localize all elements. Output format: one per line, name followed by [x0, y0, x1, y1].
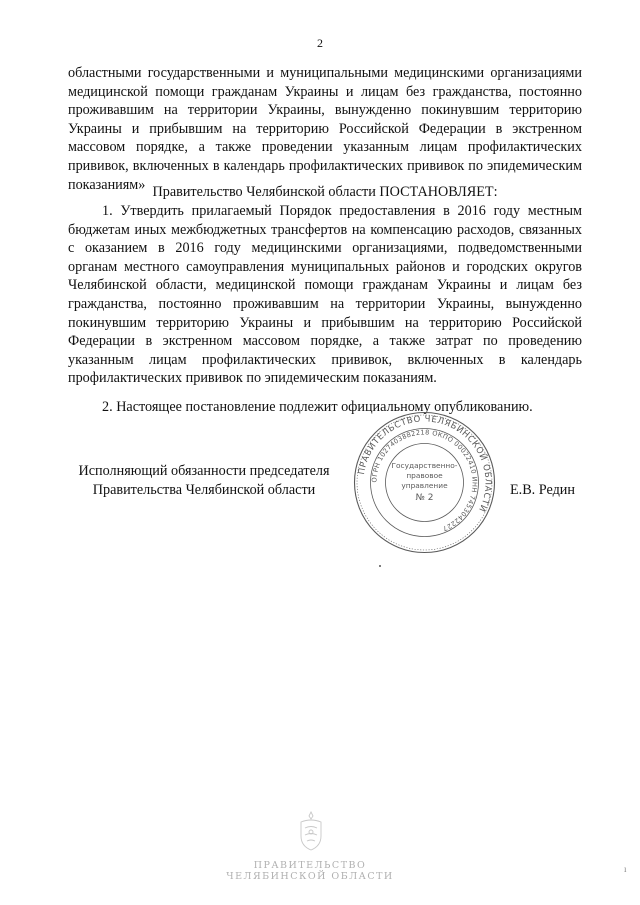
signatory-title [64, 462, 344, 499]
footer-watermark-text [0, 860, 620, 882]
stamp-inner-codes: ОГРН 1027403882218 ОКПО 00022410 ИНН 7453042227 [370, 428, 479, 533]
signatory-title-line-2: Правительства Челябинской области [92, 481, 316, 498]
footer-line-1: ПРАВИТЕЛЬСТВО [253, 860, 367, 871]
decree-item-1-text: 1. Утвердить прилагаемый Порядок предоставления в 2016 году местным бюджетам иных межбюджетных трансфертов на компенсацию расходов, связанных с оказанием в 2016 году медицинскими организациями, подведомственными органам местного самоуправления муниципальных районов и городских округов Челябинской области, медицинской помощи гражданам Украины и лицам без гражданства, постоянно проживавшим на территории Украины, вынужденно покинувшим территорию Украины и прибывшим на территорию Российской Федерации в экстренном массовом порядке, а также затрат по проведению указанным лицам профилактических прививок, включенных в календарь профилактических прививок по эпидемическим показаниям. [68, 203, 582, 387]
decree-item-2-text: 2. Настоящее постановление подлежит официальному опубликованию. [102, 399, 533, 415]
stamp-center-line-1: Государственно- [391, 461, 458, 470]
stamp-center-line-3: управление [401, 481, 448, 490]
stray-mark [379, 565, 381, 567]
stamp-center-line-4: № 2 [415, 493, 434, 503]
decree-item-1 [68, 202, 582, 388]
stamp-center-line-2: правовое [406, 471, 443, 480]
intro-text: областными государственными и муниципальными медицинскими организациями медицинской помощи гражданам Украины и лицам без гражданства, постоянно проживавшим на территории Украины, вынужденно покинувшим территорию Украины и прибывшим на территорию Российской Федерации в экстренном массовом порядке, а также проведении указанным лицам профилактических прививок, включенных в календарь профилактических прививок по эпидемическим показаниям» [68, 65, 582, 193]
signatory-name: Е.В. Редин [510, 482, 575, 498]
edge-mark: ı [624, 864, 627, 874]
stamp-outer-text: ПРАВИТЕЛЬСТВО ЧЕЛЯБИНСКОЙ ОБЛАСТИ [356, 414, 493, 514]
intro-paragraph [68, 64, 582, 194]
coat-of-arms-watermark [291, 808, 331, 854]
decree-statement: Правительство Челябинской области ПОСТАНОВЛЯЕТ: [152, 184, 498, 200]
signatory-title-line-1: Исполняющий обязанности председателя [78, 463, 330, 479]
decree-item-2 [68, 398, 582, 417]
official-stamp [352, 410, 497, 555]
page-number: 2 [317, 36, 323, 50]
footer-line-2: ЧЕЛЯБИНСКОЙ ОБЛАСТИ [226, 871, 394, 882]
